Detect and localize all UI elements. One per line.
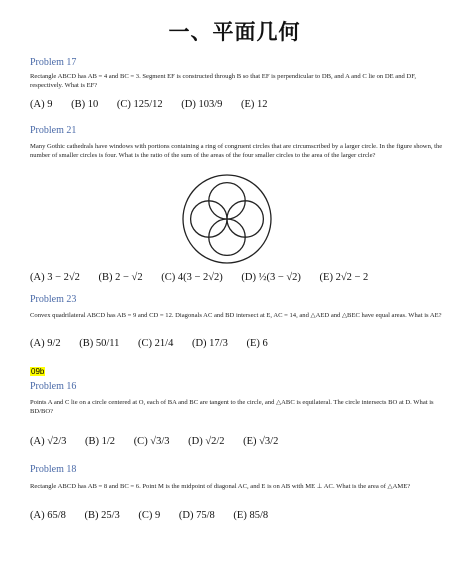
option: (E) 85/8 [233,510,269,521]
option: (B) 2 − √2 [98,272,143,283]
problem-heading: Problem 17 [30,57,77,68]
gothic-window-figure [180,172,274,266]
option: (D) 103/9 [181,99,223,110]
problem-heading: Problem 23 [30,294,77,305]
problem-text: Rectangle ABCD has AB = 8 and BC = 6. Point M is the midpoint of diagonal AC, and E is on AB with ME ⊥ AC. What is the area of △AME? [30,483,411,490]
option: (E) 2√2 − 2 [319,272,369,283]
option: (E) 12 [241,99,268,110]
option: (D) 17/3 [191,338,228,349]
small-circle [209,219,245,255]
option: (B) 10 [71,99,99,110]
small-circle [209,183,245,219]
option: (E) √3/2 [243,436,279,447]
option: (D) √2/2 [188,436,225,447]
option: (A) 65/8 [30,510,66,521]
option: (A) 9 [30,99,53,110]
option: (C) 9 [138,510,161,521]
page-title: 一、平面几何 [168,20,301,44]
option: (C) 125/12 [116,99,163,110]
option: (E) 6 [246,338,268,349]
problem-text: Rectangle ABCD has AB = 4 and BC = 3. Segment EF is constructed through B so that EF is perpendicular to DB, and A and C lie on DE and DF, respectively. What is EF? [30,73,417,89]
problem-heading: Problem 16 [30,381,77,392]
option: (D) 75/8 [178,510,215,521]
option: (A) 9/2 [30,338,61,349]
problem-heading: Problem 21 [30,125,77,136]
option: (B) 25/3 [84,510,120,521]
option: (A) 3 − 2√2 [30,272,80,283]
problem-heading: Problem 18 [30,464,77,475]
option: (C) 21/4 [138,338,174,349]
answer-options [30,338,284,349]
problem-text: Many Gothic cathedrals have windows with portions containing a ring of congruent circles that are circumscribed by a larger circle. In the figure shown, the number of smaller circles is four. What is the ratio of the sum of the areas of the four smaller circles to the area of the larger circle? [30,143,443,159]
answer-options [30,436,294,447]
answer-options [30,272,384,283]
option: (C) √3/3 [133,436,170,447]
option: (B) 50/11 [79,338,120,349]
option: (C) 4(3 − 2√2) [161,272,223,283]
option: (D) ½(3 − √2) [241,272,301,283]
problem-text: Points A and C lie on a circle centered at O, each of BA and BC are tangent to the circle, and △ABC is equilateral. The circle intersects BO at D. What is BD/BO? [30,399,434,415]
small-circle [227,201,263,237]
small-circle [191,201,227,237]
answer-options [30,510,284,521]
option: (B) 1/2 [85,436,116,447]
problem-text: Convex quadrilateral ABCD has AB = 9 and CD = 12. Diagonals AC and BD intersect at E, AC = 14, and △AED and △BEC have equal areas. What is AE? [30,312,442,319]
highlight-tag: 09b [31,367,45,376]
answer-options [30,99,284,110]
option: (A) √2/3 [30,436,67,447]
